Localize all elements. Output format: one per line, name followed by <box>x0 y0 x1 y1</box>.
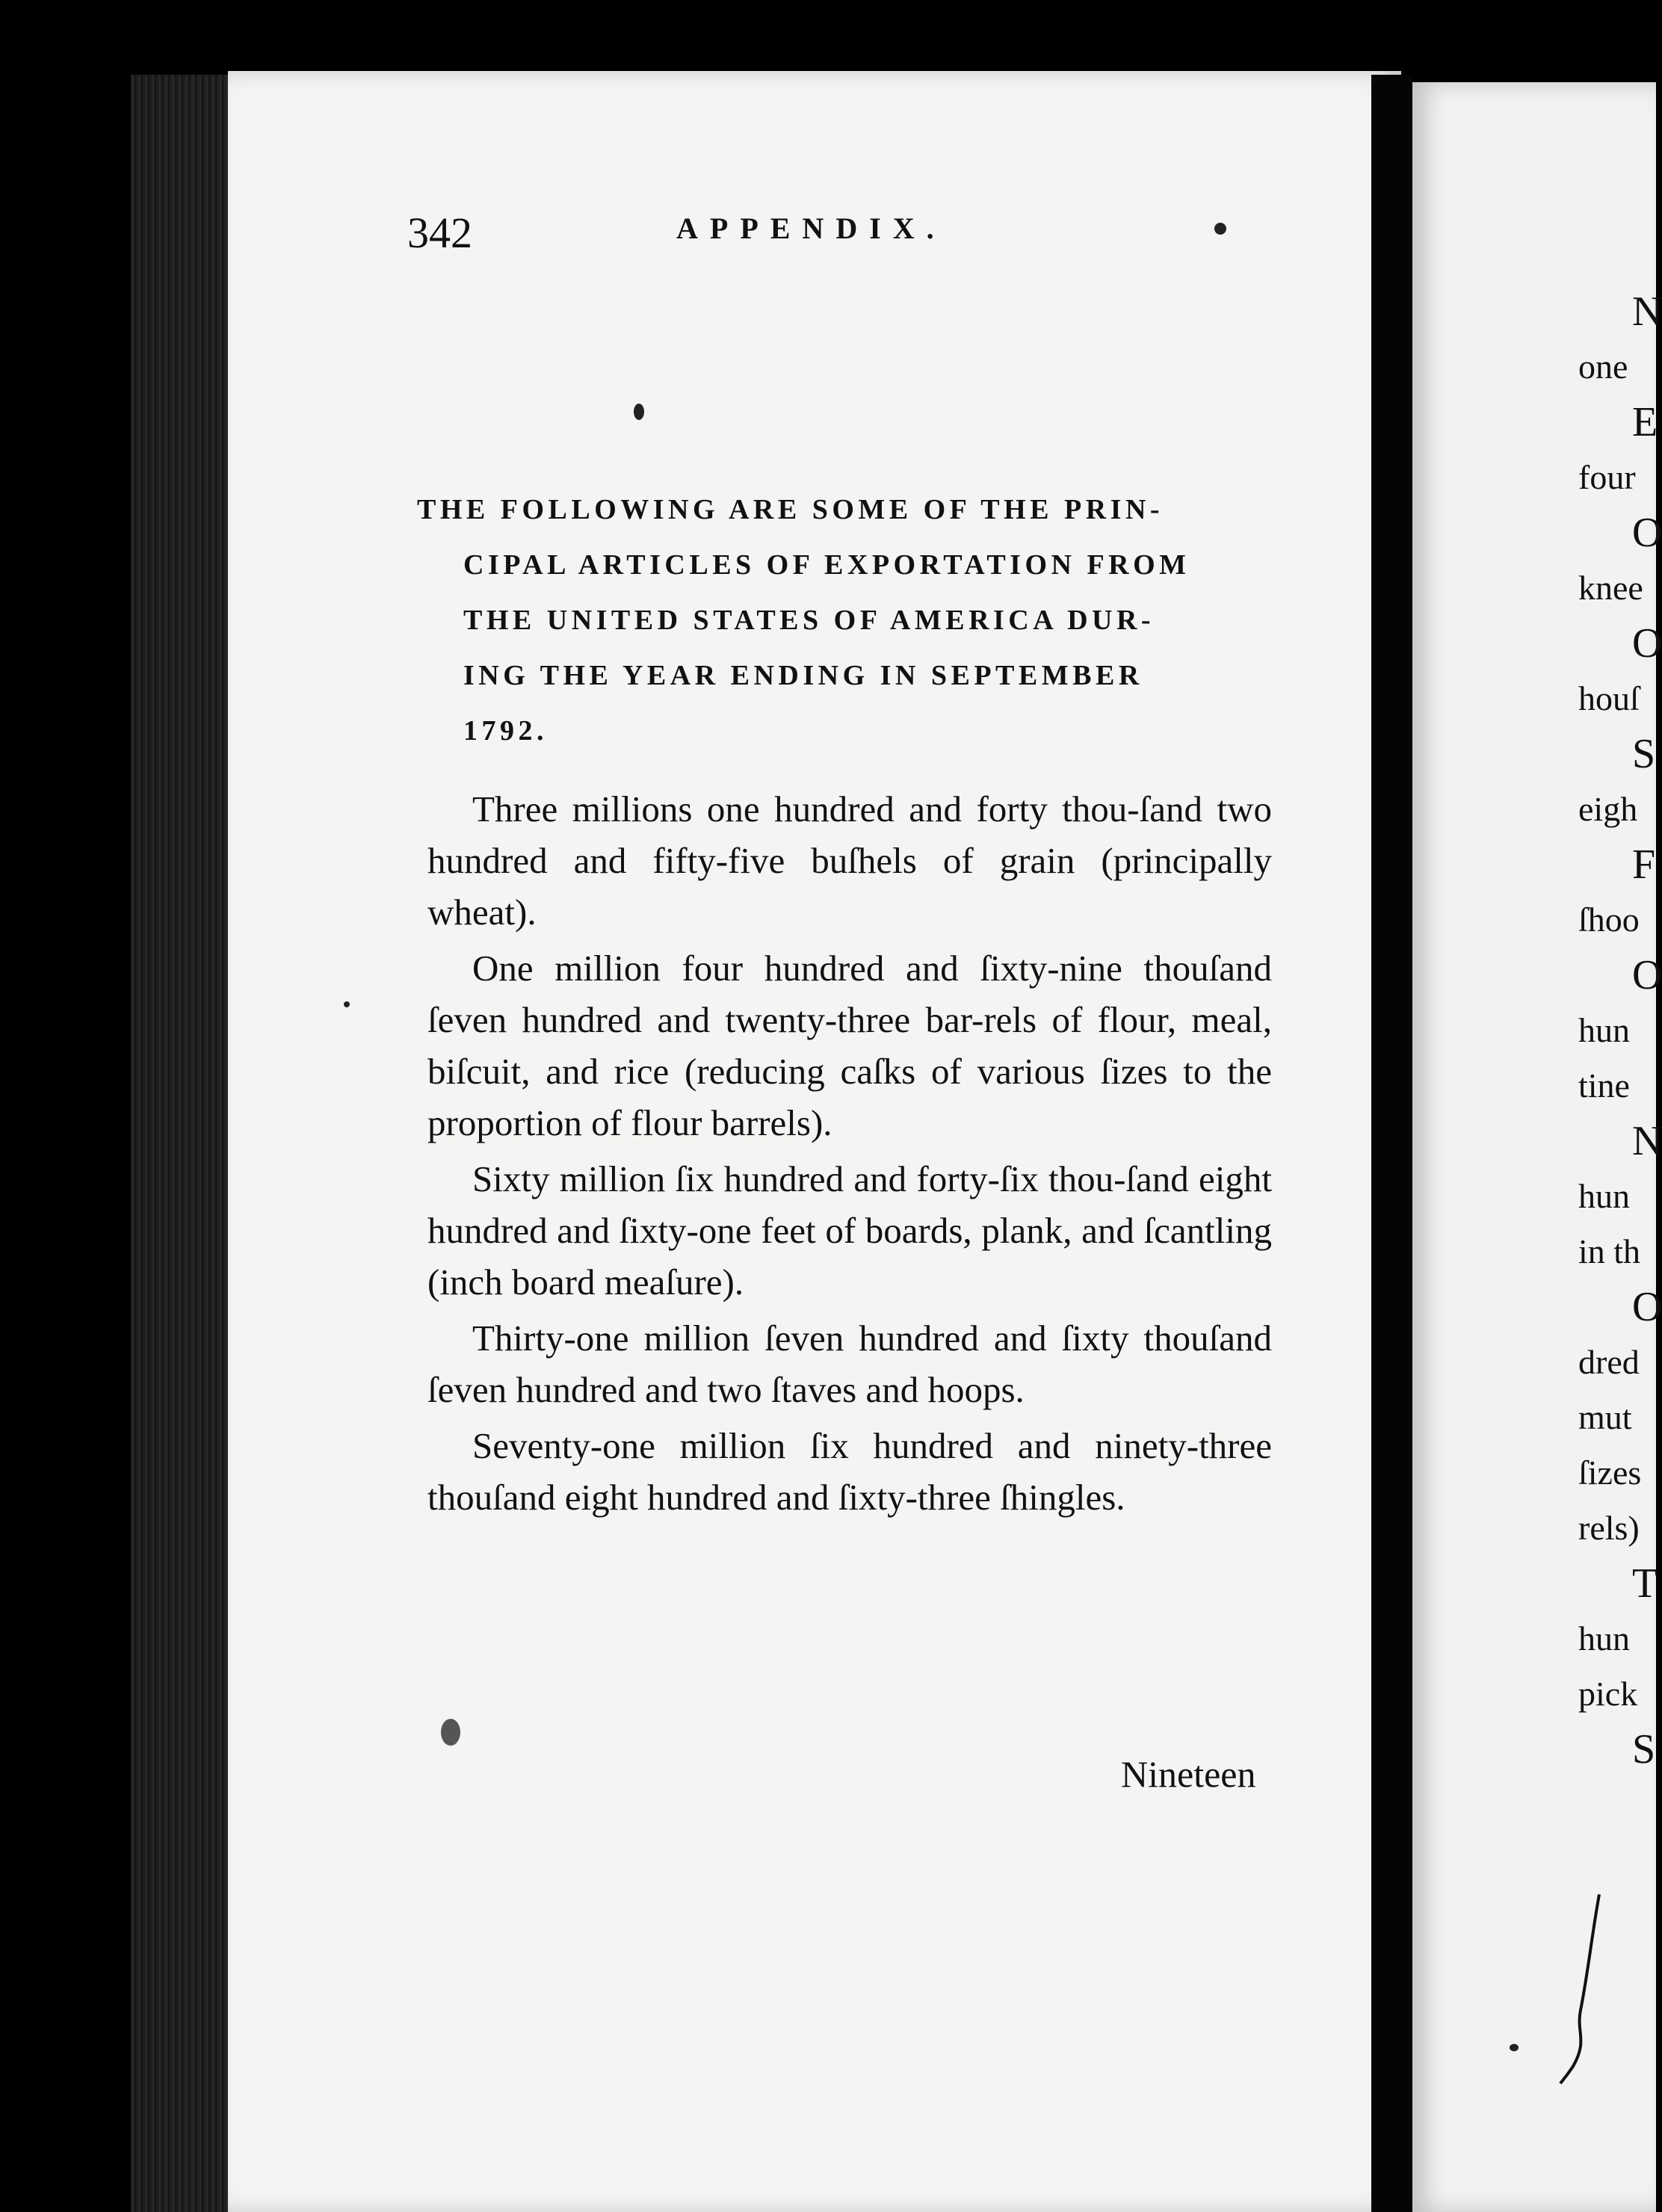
facing-line: hun <box>1578 1177 1630 1215</box>
facing-page-text <box>1578 284 1662 1777</box>
page-edge-stack <box>131 75 232 2212</box>
facing-line: S <box>1632 731 1656 777</box>
heading-line: ING THE YEAR ENDING IN SEPTEMBER <box>463 660 1143 691</box>
book-gutter <box>1371 75 1412 2212</box>
facing-line: mut <box>1578 1398 1632 1436</box>
facing-line: tine <box>1578 1066 1630 1105</box>
heading-line: THE FOLLOWING ARE SOME OF THE PRIN- <box>417 494 1164 525</box>
scan-speck <box>344 1001 350 1007</box>
page-number: 342 <box>407 208 472 257</box>
facing-line: four <box>1578 458 1636 496</box>
facing-line: knee <box>1578 569 1643 607</box>
facing-line: hun <box>1578 1619 1630 1658</box>
facing-line: N <box>1632 1118 1662 1164</box>
paragraph: Three millions one hundred and forty thou-ſand two hundred and fifty-five buſhels of grain (principally wheat). <box>427 788 1272 933</box>
paragraph: Seventy-one million ſix hundred and ninety-three thouſand eight hundred and ſixty-three ſhingles. <box>427 1425 1272 1518</box>
facing-line: S <box>1632 1726 1656 1773</box>
facing-line: N <box>1632 288 1662 335</box>
facing-line: one <box>1578 347 1628 386</box>
paragraph: Thirty-one million ſeven hundred and ſixty thouſand ſeven hundred and two ſtaves and hoops. <box>427 1317 1272 1410</box>
scan-speck <box>1214 223 1226 235</box>
catchword: Nineteen <box>1121 1753 1256 1795</box>
facing-line: F <box>1632 841 1656 888</box>
heading-line: THE UNITED STATES OF AMERICA DUR- <box>463 605 1155 636</box>
body-text <box>427 783 1272 1527</box>
facing-line: houſ <box>1578 679 1640 717</box>
scan-speck <box>1510 2044 1519 2051</box>
heading-line: CIPAL ARTICLES OF EXPORTATION FROM <box>463 549 1190 581</box>
section-heading <box>417 482 1265 759</box>
facing-line: dred <box>1578 1343 1640 1381</box>
heading-line: 1792. <box>463 715 548 747</box>
paragraph: One million four hundred and ſixty-nine thouſand ſeven hundred and twenty-three bar-rels of flour, meal, biſcuit, and rice (reducing caſks of various ſizes to the proportion of flour barrels). <box>427 948 1272 1143</box>
facing-line: eigh <box>1578 790 1638 828</box>
facing-line: hun <box>1578 1011 1630 1049</box>
paragraph: Sixty million ſix hundred and forty-ſix thou-ſand eight hundred and ſixty-one feet of boards, plank, and ſcantling (inch board meaſure). <box>427 1158 1272 1303</box>
facing-line: O <box>1632 1284 1662 1330</box>
facing-line: O <box>1632 620 1662 667</box>
pen-mark <box>1558 1891 1603 2085</box>
facing-line: O <box>1632 952 1662 998</box>
facing-line: O <box>1632 510 1662 556</box>
scan-speck <box>441 1719 460 1746</box>
facing-line: ſizes <box>1578 1453 1642 1492</box>
facing-line: T <box>1632 1560 1658 1607</box>
scan-speck <box>634 404 644 420</box>
running-title: APPENDIX. <box>676 211 946 245</box>
facing-line: pick <box>1578 1675 1638 1713</box>
facing-line: rels) <box>1578 1509 1640 1547</box>
facing-line: ſhoo <box>1578 900 1640 939</box>
facing-line: E <box>1632 399 1658 445</box>
facing-line: in th <box>1578 1232 1641 1270</box>
